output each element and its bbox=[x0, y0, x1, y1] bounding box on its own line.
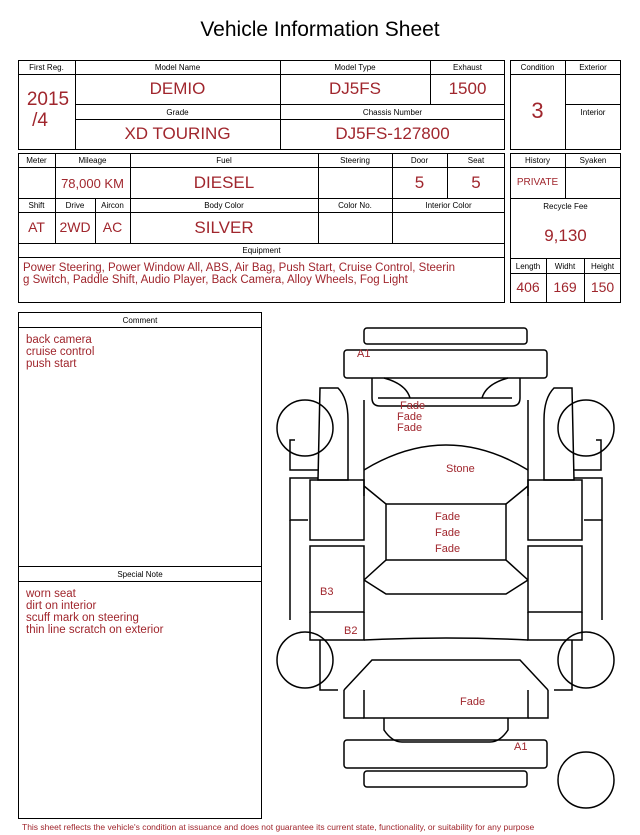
equipment-line-1: Power Steering, Power Window All, ABS, Air Bag, Push Start, Cruise Control, Steerin bbox=[23, 262, 456, 274]
shift-value: AT bbox=[28, 219, 45, 235]
recycle-fee-label: Recycle Fee bbox=[543, 202, 588, 211]
length-label: Length bbox=[515, 262, 541, 271]
equipment-line-2: g Switch, Paddle Shift, Audio Player, Back Camera, Alloy Wheels, Fog Light bbox=[23, 274, 408, 286]
chassis-number-value: DJ5FS-127800 bbox=[335, 124, 450, 143]
color-no-label: Color No. bbox=[338, 201, 372, 210]
damage-mark: Fade bbox=[435, 527, 461, 539]
damage-mark: Fade bbox=[435, 543, 461, 555]
damage-mark: Fade bbox=[397, 422, 423, 434]
damage-mark: B3 bbox=[320, 586, 334, 598]
exhaust-label: Exhaust bbox=[453, 63, 482, 72]
drive-value: 2WD bbox=[59, 219, 91, 235]
steering-label: Steering bbox=[340, 156, 370, 165]
damage-mark: Fade bbox=[435, 511, 461, 523]
damage-mark: Fade bbox=[397, 411, 423, 423]
height-label: Height bbox=[590, 262, 615, 271]
condition-label: Condition bbox=[520, 63, 555, 72]
exterior-label: Exterior bbox=[579, 63, 607, 72]
equipment-label: Equipment bbox=[242, 246, 281, 255]
exhaust-value: 1500 bbox=[448, 79, 487, 98]
body-color-label: Body Color bbox=[204, 201, 244, 210]
recycle-fee-value: 9,130 bbox=[544, 226, 587, 245]
height-value: 150 bbox=[590, 279, 615, 295]
damage-mark: Fade bbox=[460, 696, 486, 708]
damage-mark: Stone bbox=[446, 463, 475, 475]
first-reg-month: /4 bbox=[32, 110, 48, 131]
fuel-label: Fuel bbox=[216, 156, 232, 165]
damage-mark: A1 bbox=[514, 741, 528, 753]
comment-line: back camera bbox=[26, 334, 92, 346]
disclaimer-footer: This sheet reflects the vehicle's condition at issuance and does not guarantee its current state, functionality, or suitability for any purpose bbox=[22, 822, 535, 832]
condition-value: 3 bbox=[531, 98, 544, 123]
aircon-label: Aircon bbox=[101, 201, 124, 210]
comment-line: cruise control bbox=[26, 346, 95, 358]
page-title: Vehicle Information Sheet bbox=[200, 18, 440, 41]
aircon-value: AC bbox=[102, 219, 123, 235]
first-reg-label: First Reg. bbox=[29, 63, 64, 72]
width-value: 169 bbox=[553, 279, 577, 295]
length-value: 406 bbox=[516, 279, 540, 295]
syaken-label: Syaken bbox=[579, 156, 607, 165]
door-label: Door bbox=[410, 156, 429, 165]
interior-color-label: Interior Color bbox=[425, 201, 472, 210]
model-name-value: DEMIO bbox=[149, 79, 206, 98]
width-label: Widht bbox=[554, 262, 576, 271]
damage-mark: B2 bbox=[344, 625, 358, 637]
first-reg-year: 2015 bbox=[26, 89, 70, 110]
damage-mark: Fade bbox=[400, 400, 426, 412]
special-note-line: scuff mark on steering bbox=[26, 612, 139, 624]
interior-label: Interior bbox=[580, 108, 606, 117]
model-name-label: Model Name bbox=[154, 63, 201, 72]
special-note-line: thin line scratch on exterior bbox=[26, 624, 164, 636]
chassis-number-label: Chassis Number bbox=[362, 108, 423, 117]
seat-label: Seat bbox=[467, 156, 485, 165]
body-color-value: SILVER bbox=[194, 218, 254, 237]
history-value: PRIVATE bbox=[516, 177, 559, 188]
special-note-line: worn seat bbox=[26, 588, 76, 600]
drive-label: Drive bbox=[65, 201, 85, 210]
damage-mark: A1 bbox=[357, 348, 371, 360]
special-note-line: dirt on interior bbox=[26, 600, 97, 612]
special-note-label: Special Note bbox=[117, 570, 163, 579]
model-type-label: Model Type bbox=[334, 63, 376, 72]
model-type-value: DJ5FS bbox=[329, 79, 381, 98]
car-damage-diagram bbox=[270, 322, 625, 820]
grade-label: Grade bbox=[166, 108, 189, 117]
comment-line: push start bbox=[26, 358, 77, 370]
comment-label: Comment bbox=[122, 316, 158, 325]
shift-label: Shift bbox=[28, 201, 45, 210]
seat-value: 5 bbox=[471, 173, 481, 192]
mileage-label: Mileage bbox=[78, 156, 107, 165]
fuel-value: DIESEL bbox=[193, 173, 255, 192]
door-value: 5 bbox=[414, 173, 425, 192]
history-label: History bbox=[525, 156, 550, 165]
grade-value: XD TOURING bbox=[124, 124, 231, 143]
meter-label: Meter bbox=[26, 156, 47, 165]
mileage-value: 78,000 KM bbox=[61, 176, 124, 191]
